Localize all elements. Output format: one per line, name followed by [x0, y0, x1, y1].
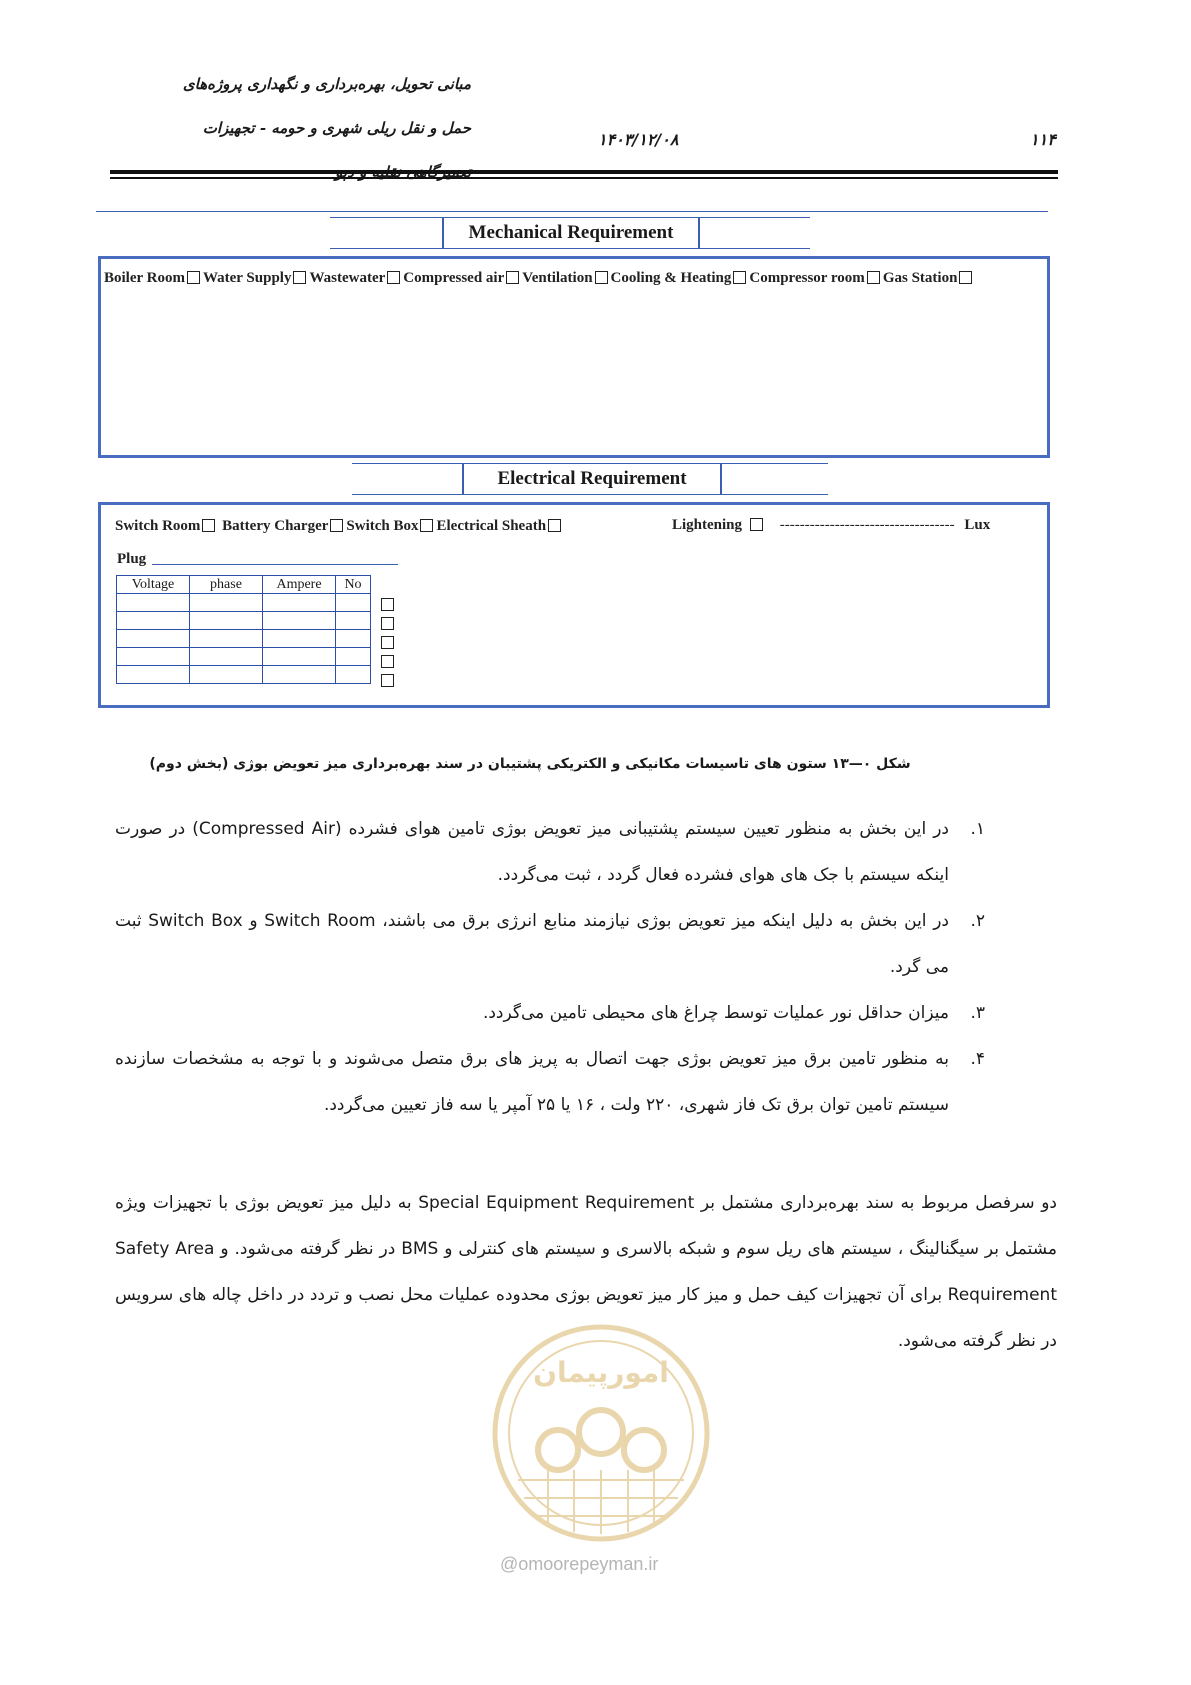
list-number: ۲. — [970, 911, 985, 931]
figure-caption: شکل ۰—۱۳ ستون های تاسیسات مکانیکی و الکتریکی پشتیبان در سند بهره‌برداری میز تعویض بوژی (بخش دوم) — [149, 756, 911, 772]
list-number: ۴. — [970, 1049, 985, 1069]
voltage-cell[interactable] — [117, 666, 190, 684]
list-text: در این بخش به دلیل اینکه میز تعویض بوژی نیازمند منابع انرژی برق می باشند، Switch Room و Switch Box ثبت می گرد. — [115, 911, 949, 977]
electrical-items — [115, 518, 564, 535]
mech-checkbox[interactable] — [595, 271, 608, 284]
list-item — [115, 990, 985, 1036]
plug-row-checkbox[interactable] — [381, 674, 394, 687]
elec-checkbox[interactable] — [548, 519, 561, 532]
column-header: Voltage — [117, 576, 190, 594]
document-title — [111, 62, 471, 194]
lux-label: Lux — [964, 517, 991, 533]
lightening-checkbox[interactable] — [750, 518, 763, 531]
ampere-cell[interactable] — [263, 612, 336, 630]
plug-row-checkbox[interactable] — [381, 636, 394, 649]
mech-checkbox[interactable] — [387, 271, 400, 284]
mech-checkbox[interactable] — [187, 271, 200, 284]
table-row — [117, 648, 371, 666]
elec-item-label: Electrical Sheath — [436, 518, 547, 534]
plug-table — [116, 575, 371, 684]
mech-item-label: Compressor room — [749, 270, 865, 286]
elec-item-label: Switch Box — [346, 518, 419, 534]
watermark-logo-text: امورپیمان — [533, 1356, 669, 1389]
ampere-cell[interactable] — [263, 666, 336, 684]
mech-item-label: Wastewater — [309, 270, 386, 286]
numbered-list — [115, 806, 985, 1128]
plug-label: Plug — [117, 551, 147, 567]
table-header-row — [117, 576, 371, 594]
mech-item-label: Boiler Room — [104, 270, 185, 286]
table-row — [117, 666, 371, 684]
mech-checkbox[interactable] — [293, 271, 306, 284]
elec-item-label: Battery Charger — [222, 518, 329, 534]
column-header: Ampere — [263, 576, 336, 594]
mech-item-label: Water Supply — [202, 270, 292, 286]
no-cell[interactable] — [336, 648, 371, 666]
ampere-cell[interactable] — [263, 630, 336, 648]
no-cell[interactable] — [336, 666, 371, 684]
list-number: ۳. — [970, 1003, 985, 1023]
mech-checkbox[interactable] — [733, 271, 746, 284]
table-row — [117, 630, 371, 648]
phase-cell[interactable] — [190, 666, 263, 684]
ampere-cell[interactable] — [263, 594, 336, 612]
voltage-cell[interactable] — [117, 612, 190, 630]
mech-checkbox[interactable] — [867, 271, 880, 284]
header-rule-thick — [110, 170, 1058, 174]
elec-checkbox[interactable] — [330, 519, 343, 532]
watermark-url — [500, 1554, 658, 1575]
watermark-logo-icon — [488, 1320, 714, 1546]
plug-row-checkbox[interactable] — [381, 598, 394, 611]
list-text: در این بخش به منظور تعیین سیستم پشتیبانی میز تعویض بوژی تامین هوای فشرده (Compressed Air) در صورت اینکه سیستم با جک های هوای فشرده فعال گردد ، ثبت می‌گردد. — [115, 819, 950, 885]
title-line-2: حمل و نقل ریلی شهری و حومه - تجهیزات — [202, 119, 471, 137]
voltage-cell[interactable] — [117, 630, 190, 648]
plug-checkbox-column — [381, 598, 394, 687]
list-text: میزان حداقل نور عملیات توسط چراغ های محیطی تامین می‌گردد. — [482, 1003, 949, 1023]
table-row — [117, 594, 371, 612]
mechanical-title: Mechanical Requirement — [442, 218, 700, 248]
mech-title-line — [330, 248, 810, 249]
voltage-cell[interactable] — [117, 648, 190, 666]
mech-item-label: Compressed air — [403, 270, 505, 286]
phase-cell[interactable] — [190, 612, 263, 630]
column-header: No — [336, 576, 371, 594]
plug-row-checkbox[interactable] — [381, 617, 394, 630]
form-top-line — [96, 211, 1048, 212]
plug-underline — [152, 564, 398, 565]
at-icon: @ — [500, 1554, 519, 1574]
no-cell[interactable] — [336, 612, 371, 630]
mech-checkbox[interactable] — [959, 271, 972, 284]
no-cell[interactable] — [336, 630, 371, 648]
elec-item-label: Switch Room — [115, 518, 201, 534]
watermark-url-text: omoorepeyman.ir — [518, 1554, 659, 1574]
phase-cell[interactable] — [190, 630, 263, 648]
mech-item-label: Gas Station — [882, 270, 958, 286]
ampere-cell[interactable] — [263, 648, 336, 666]
table-row — [117, 612, 371, 630]
no-cell[interactable] — [336, 594, 371, 612]
list-item — [115, 898, 985, 990]
page-number: ۱۱۴ — [1030, 130, 1056, 149]
body-paragraph: دو سرفصل مربوط به سند بهره‌برداری مشتمل بر Special Equipment Requirement به دلیل میز تعویض بوژی با تجهیزات ویژه مشتمل بر سیگنالینگ ، سیستم های ریل سوم و شبکه بالاسری و سیستم های کنترلی و BMS در نظر گرفته می‌شود. و Safety Area Requirement برای آن تجهیزات کیف حمل و میز کار میز تعویض بوژی محدوده عملیات محل نصب و تردد در داخل چاله های سرویس در نظر گرفته می‌شود. — [115, 1193, 1058, 1351]
lux-dashes: ----------------------------------- — [779, 517, 955, 533]
phase-cell[interactable] — [190, 648, 263, 666]
phase-cell[interactable] — [190, 594, 263, 612]
list-number: ۱. — [970, 819, 985, 839]
title-line-1: مبانی تحویل، بهره‌برداری و نگهداری پروژه‌های — [182, 75, 471, 93]
mech-item-label: Cooling & Heating — [610, 270, 732, 286]
mech-checkbox[interactable] — [506, 271, 519, 284]
header-rule-thin — [110, 177, 1058, 179]
list-text: به منظور تامین برق میز تعویض بوژی جهت اتصال به پریز های برق متصل می‌شوند و با توجه به مشخصات سازنده سیستم تامین توان برق تک فاز شهری، ۲۲۰ ولت ، ۱۶ یا ۲۵ آمپر یا سه فاز تعیین می‌گردد. — [115, 1049, 949, 1115]
plug-row-checkbox[interactable] — [381, 655, 394, 668]
mechanical-items — [104, 270, 975, 287]
elec-checkbox[interactable] — [202, 519, 215, 532]
list-item — [115, 806, 985, 898]
voltage-cell[interactable] — [117, 594, 190, 612]
header-date: ۱۴۰۳/۱۲/۰۸ — [598, 130, 679, 149]
electrical-title: Electrical Requirement — [462, 464, 722, 494]
column-header: phase — [190, 576, 263, 594]
mech-item-label: Ventilation — [522, 270, 593, 286]
elec-checkbox[interactable] — [420, 519, 433, 532]
elec-title-line — [352, 494, 828, 495]
lightening-row — [672, 517, 990, 534]
lightening-label: Lightening — [672, 517, 743, 533]
list-item — [115, 1036, 985, 1128]
